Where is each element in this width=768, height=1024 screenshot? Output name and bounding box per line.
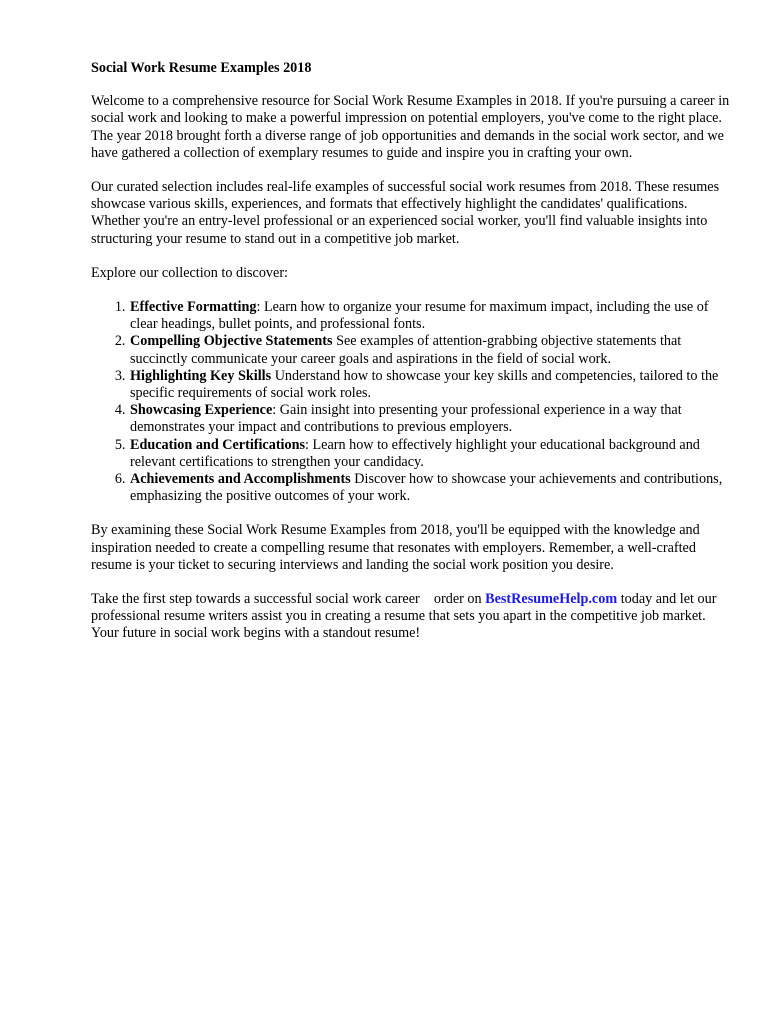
list-item: [129, 471, 731, 505]
list-item-text: : Learn how to effectively highlight your educational background and relevant certifications to strengthen your candidacy.: [130, 436, 700, 470]
selection-paragraph: Our curated selection includes real-life examples of successful social work resumes from 2018. These resumes showcase various skills, experiences, and formats that effectively highlight the candidates' qualifications. Whether you're an entry-level professional or an experienced social worker, you'll find valuable insights into structuring your resume to stand out in a competitive job market.: [91, 179, 720, 247]
list-item-text: Understand how to showcase your key skills and competencies, tailored to the specific requirements of social work roles.: [130, 367, 719, 402]
cta-paragraph: [91, 591, 731, 643]
list-item-term: Effective Formatting: [130, 299, 257, 316]
list-item: [129, 437, 731, 471]
bestresumehelp-link[interactable]: BestResumeHelp.com: [485, 591, 618, 608]
document-title: Social Work Resume Examples 2018: [91, 60, 312, 76]
document-page: [91, 60, 731, 660]
list-item-text: : Learn how to organize your resume for maximum impact, including the use of clear headings, bullet points, and professional fonts.: [130, 299, 709, 333]
intro-paragraph: Welcome to a comprehensive resource for Social Work Resume Examples in 2018. If you're pursuing a career in social work and looking to make a powerful impression on potential employers, you've come to the right place. The year 2018 brought forth a diverse range of job opportunities and demands in the social work sector, and we have gathered a collection of exemplary resumes to guide and inspire you in crafting your own.: [91, 93, 730, 161]
topics-list: [91, 299, 731, 505]
list-item-text: See examples of attention-grabbing objective statements that succinctly communicate your career goals and aspirations in the field of social work.: [130, 333, 682, 367]
cta-text-before: Take the first step towards a successful social work career order on: [91, 591, 486, 608]
list-item-term: Highlighting Key Skills: [130, 367, 272, 384]
list-item-term: Showcasing Experience: [130, 402, 273, 419]
list-item: [129, 299, 731, 333]
list-item-text: Discover how to showcase your achievements and contributions, emphasizing the positive outcomes of your work.: [130, 471, 723, 505]
explore-paragraph: Explore our collection to discover:: [91, 264, 288, 281]
list-item-text: : Gain insight into presenting your professional experience in a way that demonstrates your impact and contributions to previous employers.: [130, 402, 682, 436]
closing-paragraph: By examining these Social Work Resume Examples from 2018, you'll be equipped with the knowledge and inspiration needed to create a compelling resume that resonates with employers. Remember, a well-crafted resume is your ticket to securing interviews and landing the social work position you desire.: [91, 522, 700, 573]
list-item: [129, 333, 731, 367]
list-item-term: Achievements and Accomplishments: [130, 471, 351, 488]
cta-text-after: today and let our professional resume writers assist you in creating a resume that sets you apart in the competitive job market. Your future in social work begins with a standout resume!: [91, 591, 717, 642]
list-item: [129, 402, 731, 436]
list-item: [129, 368, 731, 402]
list-item-term: Education and Certifications: [130, 436, 305, 453]
list-item-term: Compelling Objective Statements: [130, 333, 333, 350]
